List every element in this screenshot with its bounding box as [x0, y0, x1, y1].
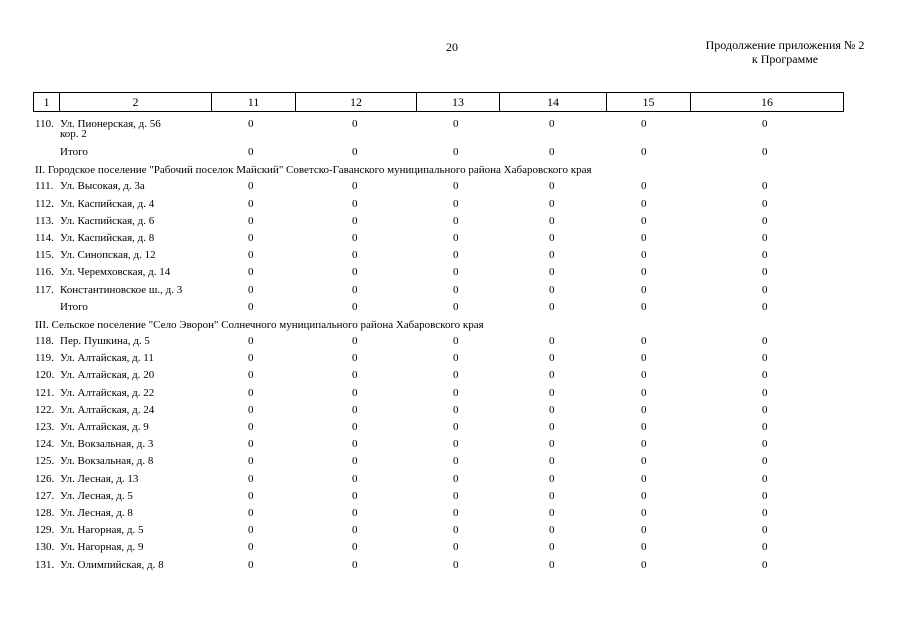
- section-row: [33, 318, 844, 335]
- value-cell: 0: [762, 300, 768, 313]
- row-number: 129.: [35, 524, 55, 537]
- value-cell: 0: [549, 489, 555, 502]
- value-cell: 0: [641, 541, 647, 554]
- value-cell: 0: [641, 506, 647, 519]
- continuation-note: [690, 38, 880, 66]
- table-row: [33, 421, 844, 438]
- total-row: [33, 146, 844, 163]
- address-cell: [60, 250, 156, 260]
- value-cell: 0: [248, 146, 254, 158]
- value-cell: 0: [248, 249, 254, 262]
- address-cell: [60, 233, 154, 243]
- value-cell: 0: [352, 231, 358, 244]
- value-cell: 0: [453, 369, 459, 382]
- row-number: 128.: [35, 506, 55, 519]
- value-cell: 0: [248, 352, 254, 365]
- address-line: Пер. Пушкина, д. 5: [60, 335, 150, 348]
- address-cell: [60, 216, 154, 226]
- address-line: Ул. Нагорная, д. 5: [60, 524, 144, 537]
- row-number: 112.: [35, 197, 54, 210]
- table-row: [33, 232, 844, 249]
- table-row: [33, 455, 844, 472]
- value-cell: 0: [762, 146, 768, 158]
- row-number: 117.: [35, 283, 54, 296]
- value-cell: 0: [352, 558, 358, 571]
- page-number: 20: [446, 40, 458, 54]
- address-line: Ул. Лесная, д. 8: [60, 506, 133, 519]
- table-row: [33, 490, 844, 507]
- address-line-2: кор. 2: [60, 128, 87, 140]
- value-cell: 0: [641, 335, 647, 348]
- address-line: Ул. Лесная, д. 5: [60, 489, 133, 502]
- value-cell: 0: [549, 335, 555, 348]
- value-cell: 0: [248, 489, 254, 502]
- value-cell: 0: [762, 335, 768, 348]
- total-row: [33, 301, 844, 318]
- table-row: [33, 198, 844, 215]
- value-cell: 0: [641, 231, 647, 244]
- table-row: [33, 438, 844, 455]
- value-cell: 0: [352, 118, 358, 130]
- value-cell: 0: [641, 146, 647, 158]
- value-cell: 0: [352, 214, 358, 227]
- value-cell: 0: [352, 335, 358, 348]
- address-cell: [60, 388, 154, 398]
- value-cell: 0: [549, 231, 555, 244]
- value-cell: 0: [248, 118, 254, 130]
- value-cell: 0: [641, 352, 647, 365]
- value-cell: 0: [248, 524, 254, 537]
- address-line: Ул. Алтайская, д. 9: [60, 421, 149, 433]
- value-cell: 0: [762, 455, 768, 468]
- value-cell: 0: [453, 249, 459, 262]
- row-number: 131.: [35, 558, 55, 571]
- header-col-16: 16: [761, 95, 773, 109]
- address-line: Ул. Алтайская, д. 20: [60, 369, 155, 382]
- value-cell: 0: [641, 421, 647, 433]
- value-cell: 0: [641, 283, 647, 296]
- header-col-12: 12: [296, 93, 417, 111]
- value-cell: 0: [352, 266, 358, 279]
- row-number: 124.: [35, 438, 55, 451]
- value-cell: 0: [453, 197, 459, 210]
- section-row: [33, 163, 844, 180]
- value-cell: 0: [453, 335, 459, 348]
- row-number: 111.: [35, 180, 54, 193]
- value-cell: 0: [549, 472, 555, 485]
- value-cell: 0: [248, 300, 254, 313]
- value-cell: 0: [762, 421, 768, 433]
- value-cell: 0: [549, 283, 555, 296]
- value-cell: 0: [248, 541, 254, 554]
- header-col-1: 1: [34, 93, 60, 111]
- value-cell: 0: [248, 558, 254, 571]
- value-cell: 0: [641, 369, 647, 382]
- row-number: 130.: [35, 541, 55, 554]
- value-cell: 0: [453, 558, 459, 571]
- row-number: 120.: [35, 369, 55, 382]
- value-cell: 0: [641, 524, 647, 537]
- value-cell: 0: [248, 231, 254, 244]
- address-line: Итого: [60, 146, 88, 158]
- value-cell: 0: [248, 403, 254, 416]
- header-col-11: 11: [212, 93, 296, 111]
- value-cell: 0: [641, 558, 647, 571]
- value-cell: 0: [352, 438, 358, 451]
- value-cell: 0: [762, 403, 768, 416]
- address-cell: [60, 560, 164, 570]
- value-cell: 0: [762, 118, 768, 130]
- value-cell: 0: [549, 118, 555, 130]
- value-cell: 0: [549, 524, 555, 537]
- section-title: III. Сельское поселение "Село Эворон" Солнечного муниципального района Хабаровского края: [35, 318, 484, 331]
- value-cell: 0: [248, 472, 254, 485]
- value-cell: 0: [453, 231, 459, 244]
- value-cell: 0: [352, 455, 358, 468]
- value-cell: 0: [352, 197, 358, 210]
- address-cell: [60, 370, 154, 380]
- value-cell: 0: [453, 283, 459, 296]
- address-cell: [60, 302, 88, 312]
- value-cell: 0: [762, 369, 768, 382]
- value-cell: 0: [549, 421, 555, 433]
- value-cell: 0: [352, 180, 358, 193]
- value-cell: 0: [641, 489, 647, 502]
- table-row: [33, 335, 844, 352]
- value-cell: 0: [549, 249, 555, 262]
- value-cell: 0: [453, 421, 459, 433]
- value-cell: 0: [248, 180, 254, 193]
- value-cell: 0: [549, 541, 555, 554]
- address-cell: [60, 422, 149, 432]
- value-cell: 0: [248, 335, 254, 348]
- value-cell: 0: [762, 283, 768, 296]
- value-cell: 0: [352, 472, 358, 485]
- value-cell: 0: [549, 438, 555, 451]
- address-line: Ул. Алтайская, д. 11: [60, 352, 154, 365]
- address-line: Ул. Синопская, д. 12: [60, 249, 156, 262]
- value-cell: 0: [549, 180, 555, 193]
- header-col-13: 13: [417, 93, 500, 111]
- address-cell: [60, 405, 154, 415]
- row-number: 119.: [35, 352, 54, 365]
- address-line: Константиновское ш., д. 3: [60, 283, 183, 296]
- value-cell: 0: [549, 403, 555, 416]
- address-line: Ул. Лесная, д. 13: [60, 472, 139, 485]
- value-cell: 0: [453, 300, 459, 313]
- value-cell: 0: [352, 489, 358, 502]
- value-cell: 0: [641, 386, 647, 399]
- value-cell: 0: [453, 506, 459, 519]
- value-cell: 0: [762, 541, 768, 554]
- value-cell: 0: [641, 180, 647, 193]
- address-cell: [60, 525, 144, 535]
- value-cell: 0: [352, 146, 358, 158]
- continuation-line-2: к Программе: [751, 52, 819, 66]
- row-number: 114.: [35, 231, 54, 244]
- address-line: Ул. Нагорная, д. 9: [60, 541, 144, 554]
- value-cell: 0: [248, 283, 254, 296]
- row-number: 116.: [35, 266, 54, 279]
- value-cell: 0: [762, 506, 768, 519]
- value-cell: 0: [762, 524, 768, 537]
- row-number: 121.: [35, 386, 55, 399]
- value-cell: 0: [352, 403, 358, 416]
- value-cell: 0: [453, 146, 459, 158]
- address-cell: [60, 285, 182, 295]
- address-cell: [60, 267, 170, 277]
- value-cell: 0: [762, 472, 768, 485]
- value-cell: 0: [352, 386, 358, 399]
- address-cell: [60, 181, 145, 191]
- value-cell: 0: [453, 489, 459, 502]
- address-line: Ул. Высокая, д. 3а: [60, 180, 145, 193]
- table-row: [33, 404, 844, 421]
- address-cell: [60, 336, 150, 346]
- address-line: Ул. Каспийская, д. 6: [60, 214, 155, 227]
- value-cell: 0: [762, 197, 768, 210]
- value-cell: 0: [352, 283, 358, 296]
- table-row: [33, 473, 844, 490]
- address-cell: [60, 119, 161, 139]
- table-row: [33, 352, 844, 369]
- value-cell: 0: [453, 214, 459, 227]
- address-cell: [60, 474, 138, 484]
- value-cell: 0: [453, 524, 459, 537]
- value-cell: 0: [248, 197, 254, 210]
- value-cell: 0: [762, 438, 768, 451]
- table-header-row: [33, 92, 844, 112]
- value-cell: 0: [248, 386, 254, 399]
- value-cell: 0: [641, 197, 647, 210]
- value-cell: 0: [762, 180, 768, 193]
- address-line: Итого: [60, 300, 88, 313]
- row-number: 125.: [35, 455, 55, 468]
- value-cell: 0: [248, 369, 254, 382]
- value-cell: 0: [762, 231, 768, 244]
- value-cell: 0: [762, 489, 768, 502]
- value-cell: 0: [453, 180, 459, 193]
- value-cell: 0: [762, 214, 768, 227]
- value-cell: 0: [549, 146, 555, 158]
- value-cell: 0: [641, 214, 647, 227]
- value-cell: 0: [762, 558, 768, 571]
- address-line: Ул. Вокзальная, д. 8: [60, 455, 154, 468]
- value-cell: 0: [352, 524, 358, 537]
- value-cell: 0: [352, 300, 358, 313]
- table-row: [33, 387, 844, 404]
- value-cell: 0: [762, 352, 768, 365]
- value-cell: 0: [453, 438, 459, 451]
- address-cell: [60, 199, 154, 209]
- value-cell: 0: [352, 352, 358, 365]
- value-cell: 0: [352, 249, 358, 262]
- continuation-line-1: Продолжение приложения № 2: [705, 38, 865, 52]
- address-line: Ул. Алтайская, д. 22: [60, 386, 155, 399]
- value-cell: 0: [453, 352, 459, 365]
- value-cell: 0: [549, 197, 555, 210]
- value-cell: 0: [248, 421, 254, 433]
- value-cell: 0: [549, 369, 555, 382]
- table-row: [33, 541, 844, 558]
- value-cell: 0: [641, 438, 647, 451]
- table-row: [33, 180, 844, 197]
- address-cell: [60, 542, 144, 552]
- address-line: Ул. Алтайская, д. 24: [60, 403, 155, 416]
- header-col-14: 14: [500, 93, 607, 111]
- value-cell: 0: [453, 386, 459, 399]
- value-cell: 0: [641, 403, 647, 416]
- address-line: Ул. Каспийская, д. 8: [60, 231, 155, 244]
- table-row: [33, 369, 844, 386]
- address-line: Ул. Пионерская, д. 56: [60, 118, 161, 130]
- value-cell: 0: [762, 266, 768, 279]
- value-cell: 0: [453, 472, 459, 485]
- table-row: [33, 118, 844, 146]
- row-number: 115.: [35, 249, 54, 262]
- value-cell: 0: [453, 266, 459, 279]
- table-row: [33, 507, 844, 524]
- row-number: 113.: [35, 214, 54, 227]
- row-number: 110.: [35, 118, 54, 130]
- value-cell: 0: [352, 369, 358, 382]
- value-cell: 0: [453, 118, 459, 130]
- table-body: [33, 118, 844, 576]
- value-cell: 0: [248, 455, 254, 468]
- value-cell: 0: [549, 214, 555, 227]
- address-line: Ул. Каспийская, д. 4: [60, 197, 155, 210]
- address-cell: [60, 353, 154, 363]
- table-row: [33, 559, 844, 576]
- address-cell: [60, 508, 133, 518]
- value-cell: 0: [352, 541, 358, 554]
- address-cell: [60, 147, 88, 157]
- address-cell: [60, 456, 153, 466]
- address-line: Ул. Олимпийская, д. 8: [60, 558, 164, 571]
- value-cell: 0: [352, 506, 358, 519]
- value-cell: 0: [549, 352, 555, 365]
- value-cell: 0: [641, 249, 647, 262]
- value-cell: 0: [248, 438, 254, 451]
- row-number: 118.: [35, 335, 54, 348]
- address-cell: [60, 491, 133, 501]
- address-cell: [60, 439, 153, 449]
- value-cell: 0: [549, 455, 555, 468]
- value-cell: 0: [453, 541, 459, 554]
- address-line: Ул. Вокзальная, д. 3: [60, 438, 154, 451]
- header-col-15: 15: [607, 93, 691, 111]
- value-cell: 0: [641, 266, 647, 279]
- value-cell: 0: [248, 266, 254, 279]
- value-cell: 0: [248, 214, 254, 227]
- value-cell: 0: [641, 472, 647, 485]
- address-line: Ул. Черемховская, д. 14: [60, 266, 171, 279]
- value-cell: 0: [549, 300, 555, 313]
- value-cell: 0: [641, 300, 647, 313]
- value-cell: 0: [549, 558, 555, 571]
- row-number: 127.: [35, 489, 55, 502]
- section-title: II. Городское поселение "Рабочий поселок Майский" Советско-Гаванского муниципального района Хабаровского края: [35, 164, 592, 177]
- value-cell: 0: [641, 118, 647, 130]
- table-row: [33, 524, 844, 541]
- value-cell: 0: [352, 421, 358, 433]
- table-row: [33, 215, 844, 232]
- table-row: [33, 249, 844, 266]
- value-cell: 0: [453, 403, 459, 416]
- value-cell: 0: [549, 386, 555, 399]
- value-cell: 0: [762, 386, 768, 399]
- value-cell: 0: [549, 266, 555, 279]
- table-row: [33, 266, 844, 283]
- row-number: 122.: [35, 403, 55, 416]
- header-col-2: 2: [60, 93, 212, 111]
- row-number: 123.: [35, 421, 55, 433]
- value-cell: 0: [641, 455, 647, 468]
- value-cell: 0: [453, 455, 459, 468]
- row-number: 126.: [35, 472, 55, 485]
- value-cell: 0: [248, 506, 254, 519]
- value-cell: 0: [762, 249, 768, 262]
- table-row: [33, 284, 844, 301]
- value-cell: 0: [549, 506, 555, 519]
